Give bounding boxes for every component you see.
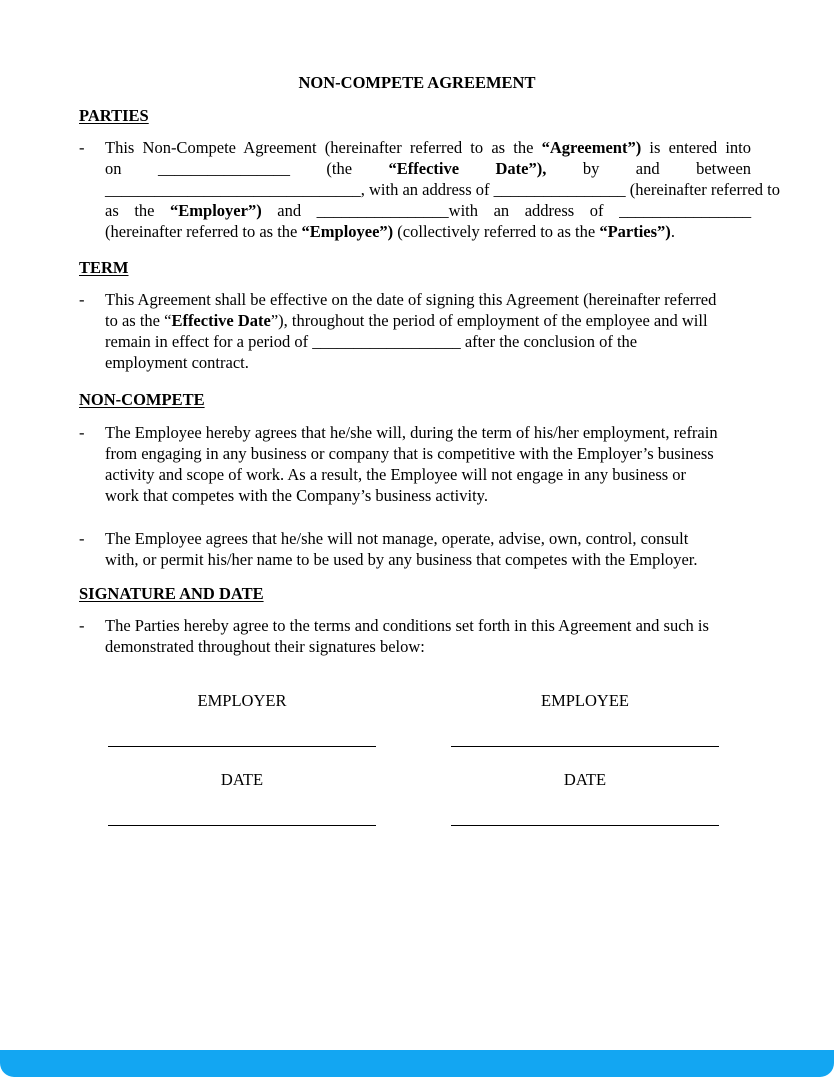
term-line-1: This Agreement shall be effective on the date of signing this Agreement (hereinafter referred: [105, 290, 717, 309]
employee-date-label: DATE: [563, 770, 607, 789]
section-heading-term: TERM: [79, 258, 129, 277]
bottom-accent-bar: [0, 1050, 834, 1077]
employer-name-blank: _______________________________, with an address of: [105, 180, 490, 199]
parties-line-5: (hereinafter referred to as the “Employee”) (collectively referred to as the “Parties”).: [105, 222, 675, 241]
employer-label: EMPLOYER: [197, 691, 287, 710]
bullet-dash: -: [79, 529, 85, 548]
non-compete-p1-line-4: work that competes with the Company’s business activity.: [105, 486, 488, 505]
term-line-4: employment contract.: [105, 353, 249, 372]
section-heading-non-compete: NON-COMPETE: [79, 390, 205, 409]
parties-line-4: as the “Employer”) and ________________with an address of ________________: [105, 201, 752, 220]
bullet-dash: -: [79, 290, 85, 309]
employer-date-line[interactable]: [108, 825, 376, 826]
term-line-2: to as the “Effective Date”), throughout the period of employment of the employee and will: [105, 311, 708, 330]
parties-line-3: _______________________________, with an address of ________________ (hereinafter referred to: [105, 180, 780, 199]
document-title: NON-COMPETE AGREEMENT: [298, 73, 536, 92]
section-heading-parties: PARTIES: [79, 106, 149, 125]
non-compete-p1-line-1: The Employee hereby agrees that he/she will, during the term of his/her employment, refrain: [105, 423, 718, 442]
non-compete-p2-line-2: with, or permit his/her name to be used by any business that competes with the Employer.: [105, 550, 698, 569]
parties-line-1: This Non-Compete Agreement (hereinafter referred to as the “Agreement”) is entered into: [105, 138, 752, 157]
employee-date-line[interactable]: [451, 825, 719, 826]
non-compete-p2-line-1: The Employee agrees that he/she will not manage, operate, advise, own, control, consult: [105, 529, 689, 548]
bullet-dash: -: [79, 616, 85, 635]
bullet-dash: -: [79, 423, 85, 442]
employee-name-blank: ________________with: [316, 201, 478, 220]
effective-date-blank: ________________: [157, 159, 290, 178]
term-line-3: remain in effect for a period of __________________ after the conclusion of the: [105, 332, 638, 351]
non-compete-p1-line-3: activity and scope of work. As a result, the Employee will not engage in any business or: [105, 465, 687, 484]
non-compete-p1-line-2: from engaging in any business or company that is competitive with the Employer’s business: [105, 444, 714, 463]
section-heading-signature: SIGNATURE AND DATE: [79, 584, 264, 603]
employer-date-label: DATE: [220, 770, 264, 789]
signature-line-1: The Parties hereby agree to the terms and conditions set forth in this Agreement and such is: [105, 616, 709, 635]
employee-label: EMPLOYEE: [541, 691, 629, 710]
parties-line-2: on ________________ (the “Effective Date”), by and between: [105, 159, 752, 178]
employer-signature-line[interactable]: [108, 746, 376, 747]
employee-signature-line[interactable]: [451, 746, 719, 747]
bullet-dash: -: [79, 138, 85, 157]
signature-line-2: demonstrated throughout their signatures below:: [105, 637, 425, 656]
